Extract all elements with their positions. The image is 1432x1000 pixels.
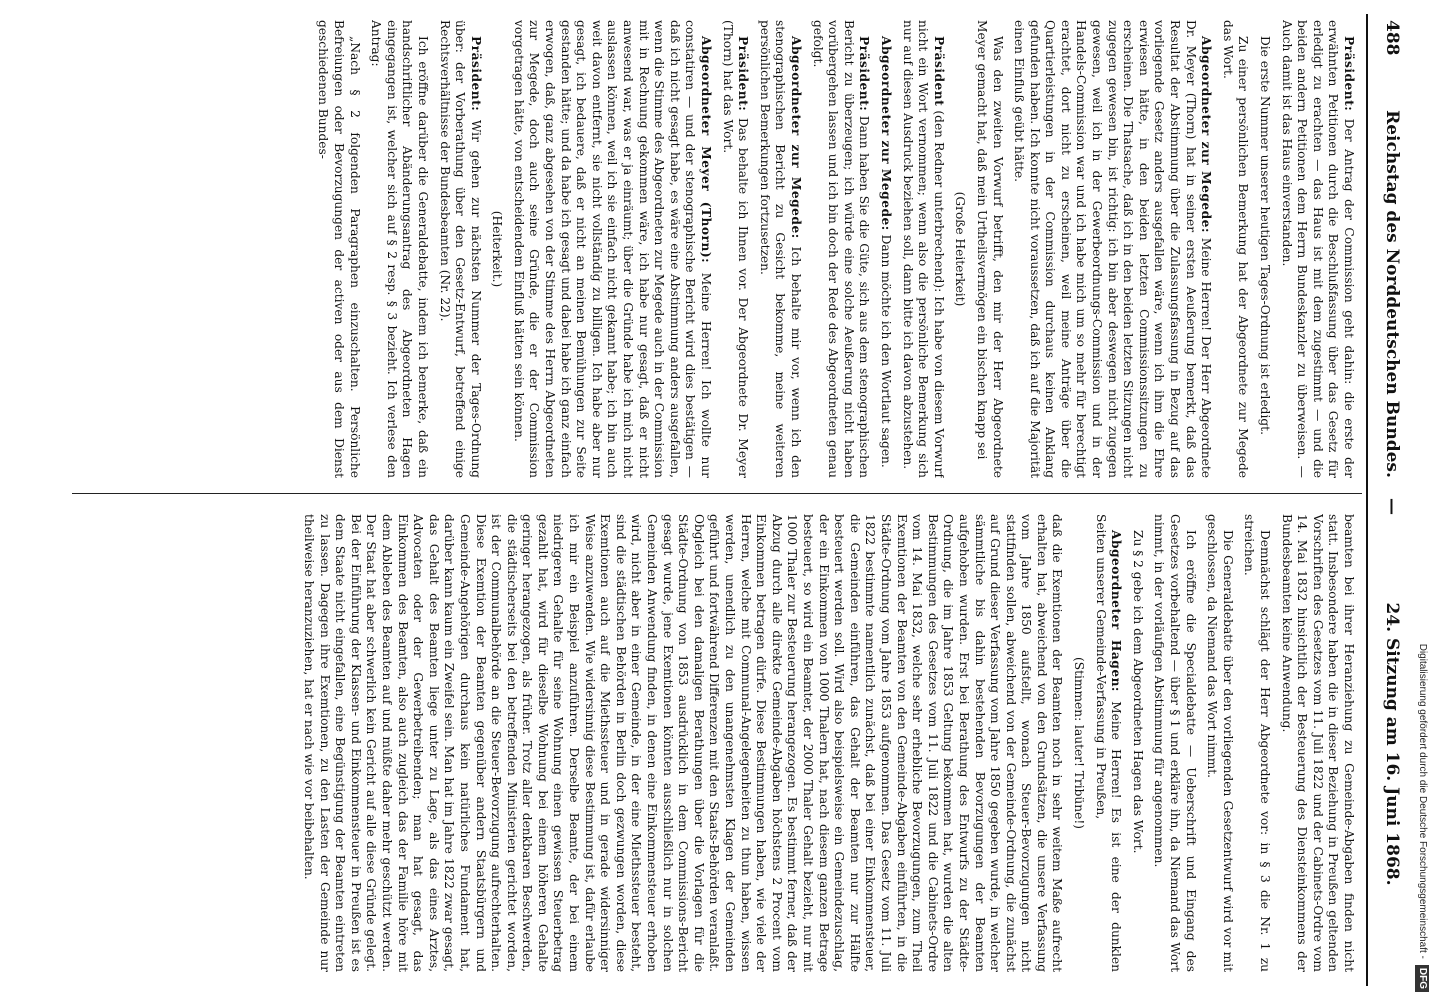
speaker-name: Präsident:: [736, 36, 751, 112]
speaker-name: Abgeordneter zur Megede:: [878, 36, 893, 231]
paragraph-text: Dann möchte ich den Wortlaut sagen.: [878, 230, 893, 468]
paragraph: [809, 20, 871, 478]
paragraph: [1129, 514, 1145, 972]
paragraph-text: Meine Herren! Der Herr Abgeordnete Dr. Meyer (Thorn) hat in seiner ersten Aeußerung bemerkt, daß das Resultat der Abstimmung über die Zulassungsfassung in Bezug auf das vorliegende Gesetz anders ausgefallen wäre, wenn ich ihm die Ehre erwiesen hätte, in den beiden letzten Commissionssitzungen zu erscheinen. Die Thatsache, daß ich in den beiden letzten Sitzungen nicht zugegen gewesen bin, ist richtig: ich bin aber deswegen nicht zugegen gewesen, weil ich in der Gewerbeordnungs-Commission und in der Handels-Commission war und ich habe mich um so mehr für berechtigt erachtet, dort nicht zu erscheinen, weil meine Anträge über die Quartierleistungen in der Commission durchaus keinen Anklang gefunden haben. Ich konnte nicht voraussetzen, daß ich auf die Majorität einen Einfluß geübt hätte.: [1012, 20, 1214, 478]
paragraph: [368, 20, 430, 478]
speaker-name: Präsident:: [468, 36, 483, 112]
paragraph-text: Der Antrag der Commission geht dahin: die erste der erwähnten Petitionen durch die Beschlußfassung über das Gesetz für erledigt zu erachten — das Haus ist mit dem zugestimmt — und die beiden andern Petitionen dem Herrn Bundeskanzler zu überweisen. — Auch damit ist das Haus einverstanden.: [1279, 20, 1356, 478]
paragraph-text: Wir gehen zur nächsten Nummer der Tages-Ordnung über: der Vorberathung über den Gesetz-Entwurf, betreffend einige Rechtsverhältnisse der Bundesbeamten (Nr. 22).: [437, 20, 483, 478]
paragraph: [877, 20, 893, 478]
paragraph: [489, 20, 505, 478]
paragraph-text: Die erste Nummer unserer heutigen Tages-Ordnung ist erledigt.: [1258, 36, 1273, 435]
paragraph-text: beamten bei ihrer Heranziehung zu Gemeinde-Abgaben finden nicht statt. Insbesondere haben die in dieser Beziehung in Preußen geltenden Vorschriften des Gesetzes vom 11. Juli 1822 und der Cabinets-Ordre vom 14. Mai 1832 hinsichtlich der Besteuerung des Diensteinkommens der Bundesbeamten keine Anwendung.: [1279, 514, 1356, 972]
paragraph-text: Ich eröffne darüber die Generaldebatte, indem ich bemerke, daß ein handschriftlicher Abänderungsantrag des Abgeordneten Hagen eingegangen ist, welcher sich auf § 2 resp. § 3 bezieht. Ich verlese den Antrag:: [369, 20, 430, 478]
paragraph-text: Was den zweiten Vorwurf betrifft, den mir der Herr Abgeordnete Meyer gemacht hat, daß mein Urtheilsvermögen ein bischen knapp sei: [974, 20, 1005, 478]
paragraph: [1256, 20, 1272, 478]
paragraph: [1278, 20, 1356, 478]
paragraph: [300, 514, 1064, 972]
paragraph: [1092, 514, 1123, 972]
speaker-name: Abgeordneter Hagen:: [1109, 530, 1124, 692]
speaker-name: Abgeordneter zur Megede:: [789, 36, 803, 239]
paragraph: [436, 20, 483, 478]
paragraph-text: Zu einer persönlichen Bemerkung hat der Abgeordnete zur Megede das Wort.: [1220, 20, 1251, 478]
paragraph-text: (den Redner unterbrechend): Ich habe von diesem Vorwurf nicht ein Wort vernommen; wenn also die persönliche Bemerkung sich nur auf diesen Ausdruck beziehen soll, dann bitte ich davon abzustehen.: [900, 20, 946, 478]
paragraph-text: Ich eröffne die Specialdebatte — Ueberschrift und Eingang des Gesetzes vorbehaltend — über § 1 und erkläre ihn, da Niemand das Wort nimmt, in der vorläufigen Abstimmung für angenommen.: [1152, 514, 1198, 972]
paragraph-text: (Große Heiterkeit): [953, 191, 968, 307]
stamp-text: Digitalisierung gefördert durch die Deutsche Forschungsgemeinschaft -: [1417, 643, 1428, 959]
paragraph-text: Zu § 2 gebe ich dem Abgeordneten Hagen das Wort.: [1130, 530, 1145, 854]
paragraph: [1219, 20, 1250, 478]
paragraph-text: Das behalte ich Ihnen vor. Der Abgeordnete Dr. Meyer (Thorn) hat das Wort.: [720, 20, 751, 478]
header-rule: [1366, 14, 1368, 986]
speaker-name: Präsident:: [857, 36, 872, 112]
paragraph: [756, 20, 803, 478]
paragraph: [1011, 20, 1214, 478]
paragraph-text: Demnächst schlägt der Herr Abgeordnete vor: in § 3 die Nr. 1 zu streichen.: [1242, 514, 1273, 972]
speaker-name: Abgeordneter zur Megede:: [1199, 36, 1214, 233]
paragraph: [973, 20, 1004, 478]
paragraph: [719, 20, 750, 478]
speaker-name: Präsident:: [1342, 36, 1356, 112]
speaker-name: Abgeordneter Meyer (Thorn):: [699, 36, 714, 264]
speaker-name: Präsident: [931, 36, 946, 107]
paragraph: [510, 20, 713, 478]
left-column: [76, 20, 1356, 478]
paragraph-text: (Stimmen: lauter! Tribüne!): [1072, 657, 1087, 829]
paragraph-text: Meine Herren! Ich wollte nur constatiren — und der stenographische Bericht wird dies bestätigen — daß ich nicht gesagt habe, es wäre eine Abstimmung anders ausgefallen, wenn die Stimme des Abgeordneten zur Megede auch in der Commission mit in Rechnung gekommen wäre, ich habe nur gesagt, daß er nicht anwesend war, was er ja einräumt; über die Gründe habe ich mich nicht auslassen können, weil ich sie einfach nicht gekannt habe; ich bin auch weit davon entfernt, sie nicht vollständig zu billigen. Ich habe aber nur gesagt, ich bedauere, daß er nicht an meinen Bemühungen zur Seite gestanden hätte; und da habe ich gesagt und dabei habe ich ganz einfach erwogen, daß, ganz abgesehen von der Stimme des Herrn Abgeordneten zur Megede, doch auch seine Gründe, die er der Commission vorgetragen hätte, von entscheidendem Einfluß hätten sein können.: [511, 20, 714, 478]
column-divider: [72, 493, 1362, 494]
paragraph: [315, 20, 362, 478]
paragraph: [952, 20, 968, 478]
paragraph: [899, 20, 946, 478]
paragraph-text: daß die Exemtionen der Beamten noch in sehr weitem Maße aufrecht erhalten hat, abweichend von den Grundsätzen, die unsere Verfassung vom Jahre 1850 aufstellt, wonach Steuer-Bevorzugungen nicht stattfinden sollen, abweichend von der Gemeinde-Ordnung, die zunächst auf Grund dieser Verfassung vom Jahre 1850 gegeben wurde, in welcher sämmtliche bis dahin bestehenden Bevorzugungen der Beamten aufgehoben wurden. Erst bei Berathung des Entwurfs zu der Städte-Ordnung, die im Jahre 1853 Geltung bekommen hat, wurden die alten Bestimmungen des Gesetzes vom 11. Juli 1822 und die Cabinets-Ordre vom 14. Mai 1832, welche sehr erhebliche Bevorzugungen, zum Theil Exemtionen der Beamten von den Gemeinde-Abgaben einführten, in die Städte-Ordnung vom Jahre 1853 aufgenommen. Das Gesetz vom 11. Juli 1822 bestimmte namentlich zunächst, daß bei einer Einkommensteuer, die Gemeinden einführen, das Gehalt der Beamten nur zur Hälfte besteuert werden soll. Wird also beispielsweise ein Gemeindezuschlag, der ein Einkommen von 1000 Thalern hat, nach diesem ganzen Betrage besteuert, so wird ein Beamter, der 2000 Thaler Gehalt bezieht, nur mit 1000 Thaler zur Besteuerung herangezogen. Es bestimmt ferner, daß der Abzug durch alle direkte Gemeinde-Abgaben höchstens 2 Procent vom Einkommen betragen dürfe. Diese Bestimmungen haben, wie viele der Herren, welche mit Communal-Angelegenheiten zu thun haben, wissen werden, unendlich zu den unangenehmsten Klagen der Gemeinden geführt und fortwährend Differenzen mit den Staats-Behörden veranlaßt. Obgleich bei den damaligen Berathungen über die Vorlagen für die Städte-Ordnung von 1853 ausdrücklich in dem Commissions-Bericht gesagt wurde, jene Exemtionen könnten ausschließlich nur in solchen Gemeinden Anwendung finden, in denen eine Einkommensteuer erhoben wird, nicht aber in einer Gemeinde, in der eine Miethssteuer besteht, sind die städtischen Behörden in Berlin doch gezwungen worden, diese Exemtionen auch auf die Miethssteuer und in gerade widersinniger Weise anzuwenden. Wie widersinnig diese Bestimmung ist, dafür erlaube ich mir ein Beispiel anzuführen. Derselbe Beamte, der bei einem niedrigeren Gehalte für seine Wohnung einen gewissen Steuerbetrag gezahlt hat, wird für dieselbe Wohnung bei einem höheren Gehalte geringer herangezogen, als früher. Trotz aller denkbaren Beschwerden, die städtischerseits bei den betreffenden Ministerien gerichtet worden, ist der Communalbehörde an die Steuer-Bevorzugung aufrechterhalten. Diese Exemtion der Beamten gegenüber andern Staatsbürgern und Gemeinde-Angehörigen durchaus kein natürliches Fundament hat, darüber kann kaum ein Zweifel sein. Man hat im Jahre 1822 zwar gesagt, das Gehalt des Beamten liege unter zu Lage, als das eines Arztes, Advocaten oder der Gewerbetreibenden; man hat gesagt, das Einkommen des Beamten, also auch zugleich das der Familie höre mit dem Ableben des Beamten auf und müßte daher mehr geschützt werden. Der Staat hat aber schwerlich kein Gericht auf alle diese Gründe gelegt. Bei der Einführung der Klassen- und Einkommensteuer in Preußen ist es dem Staate nicht eingefallen, eine Begünstigung der Beamten eintreten zu lassen. Dagegen ihre Exemtionen, zu den Lasten der Gemeinde nur theilweise heranzuziehen, hat er nach wie vor beibehalten.: [302, 514, 1065, 972]
page-number: 488: [1382, 20, 1402, 56]
paragraph-text: (Heiterkeit.): [490, 210, 505, 288]
paragraph-text: Die Generaldebatte über den vorliegenden Gesetzentwurf wird vor mit geschlossen, da Niemand das Wort nimmt.: [1205, 514, 1235, 972]
paragraph: [1071, 514, 1087, 972]
header-dash: —: [1382, 498, 1402, 515]
running-head: [1368, 14, 1408, 986]
newspaper-page: [68, 14, 1408, 986]
paragraph-text: „Nach § 2 folgenden Paragraphen einzuschalten. Persönliche Befreiungen oder Bevorzugungen der activen oder aus dem Dienst geschiedenen Bundes-: [316, 20, 362, 478]
paragraph: [1151, 514, 1198, 972]
dfg-logo: DFG: [1415, 965, 1429, 992]
paragraph-text: Meine Herren! Es ist eine der dunklen Seiten unserer Gemeinde-Verfassung in Preußen,: [1093, 514, 1124, 972]
paragraph: [1241, 514, 1272, 972]
paragraph-text: Ich behalte mir vor, wenn ich den stenographischen Bericht zu Gesicht bekomme, meine weiteren persönlichen Bemerkungen fortzusetzen.: [757, 20, 803, 478]
session-title: 24. Sitzung am 16. Juni 1868.: [1382, 602, 1402, 886]
paragraph: [1204, 514, 1235, 972]
paragraph-text: Dann haben Sie die Güte, sich aus dem stenographischen Bericht zu überzeugen; ich würde eine solche Aeußerung nicht haben vorübergehen lassen und ich bin doch der Rede des Abgeordneten genau gefolgt.: [810, 20, 872, 478]
right-column: [76, 514, 1356, 972]
digitization-stamp: [1416, 8, 1430, 992]
paragraph: [1278, 514, 1356, 972]
running-title: Reichstag des Norddeutschen Bundes.: [1382, 110, 1402, 478]
